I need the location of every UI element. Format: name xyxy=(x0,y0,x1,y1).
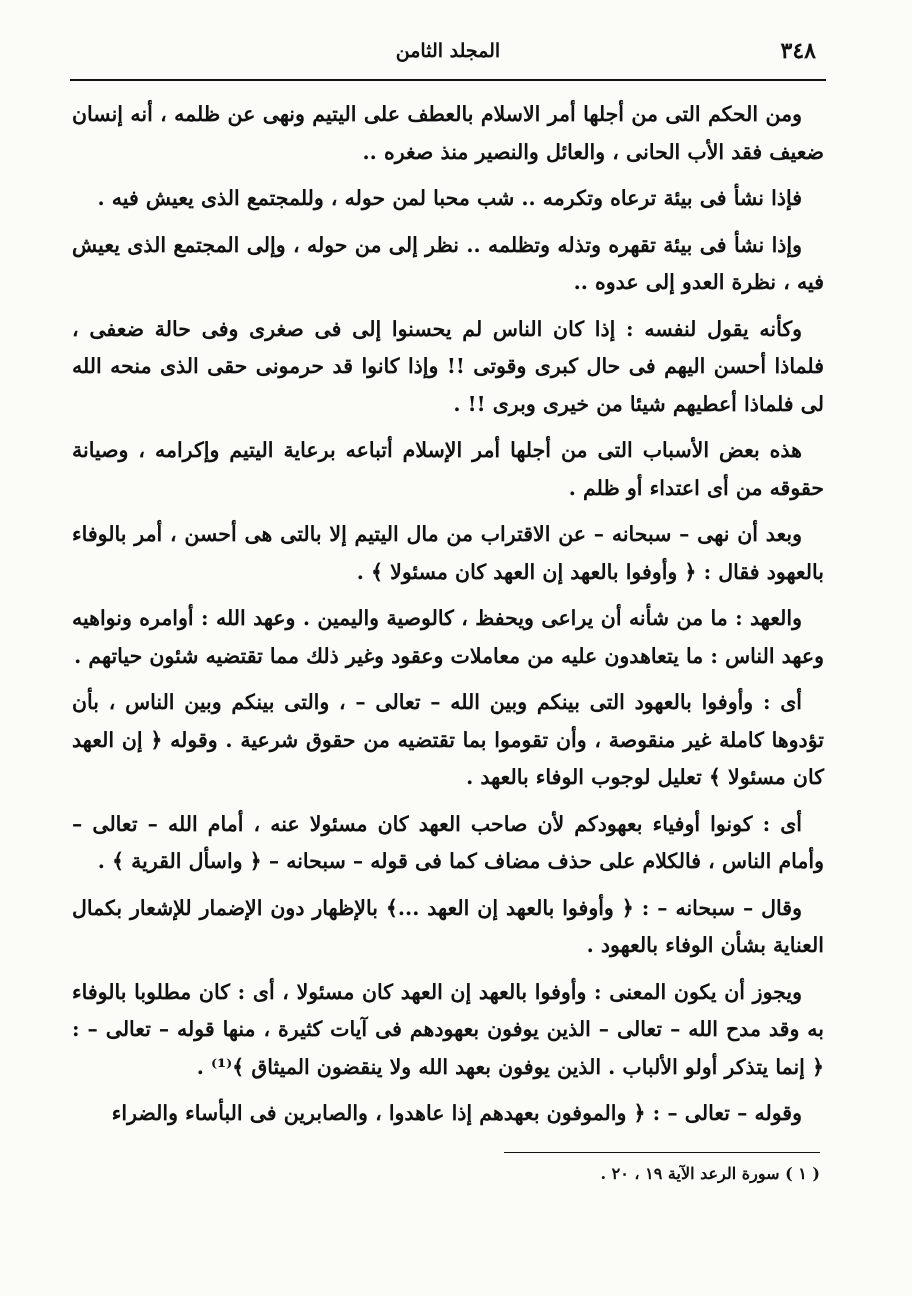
paragraph: أى : كونوا أوفياء بعهودكم لأن صاحب العهد كان مسئولا عنه ، أمام الله – تعالى – وأمام الناس ، فالكلام على حذف مضاف كما فى قوله – سبحانه – ﴿ واسأل القرية ﴾ . xyxy=(72,811,824,873)
footnote-rule xyxy=(504,1152,820,1153)
paragraph: ومن الحكم التى من أجلها أمر الاسلام بالعطف على اليتيم ونهى عن ظلمه ، أنه إنسان ضعيف فقد الأب الحانى ، والعائل والنصير منذ صغره .. xyxy=(72,102,824,164)
paragraph: ويجوز أن يكون المعنى : وأوفوا بالعهد إن العهد كان مسئولا ، أى : كان مطلوبا بالوفاء به وقد مدح الله – تعالى – الذين يوفون بعهودهم فى آيات كثيرة ، منها قوله – تعالى – : ﴿ إنما يتذكر أولو الألباب . الذين يوفون بعهد الله ولا ينقضون الميثاق ﴾⁽¹⁾ . xyxy=(72,979,824,1079)
paragraph: وبعد أن نهى – سبحانه – عن الاقتراب من مال اليتيم إلا بالتى هى أحسن ، أمر بالوفاء بالعهود فقال : ﴿ وأوفوا بالعهد إن العهد كان مسئولا ﴾ . xyxy=(72,522,824,584)
paragraph: وإذا نشأ فى بيئة تقهره وتذله وتظلمه .. نظر إلى من حوله ، وإلى المجتمع الذى يعيش فيه ، نظرة العدو إلى عدوه .. xyxy=(72,232,824,294)
paragraph: وكأنه يقول لنفسه : إذا كان الناس لم يحسنوا إلى فى صغرى وفى حالة ضعفى ، فلماذا أحسن اليهم فى حال كبرى وقوتى !! وإذا كانوا قد حرمونى حقى الذى منحه الله لى فلماذا أعطيهم شيئا من خيرى وبرى !! . xyxy=(72,316,824,416)
header-rule xyxy=(70,79,826,81)
running-head: المجلد الثامن xyxy=(395,40,501,62)
paragraph: هذه بعض الأسباب التى من أجلها أمر الإسلام أتباعه برعاية اليتيم وإكرامه ، وصيانة حقوقه من أى اعتداء أو ظلم . xyxy=(72,438,824,500)
footnote: ( ١ ) سورة الرعد الآية ١٩ ، ٢٠ . xyxy=(600,1164,820,1183)
paragraph: فإذا نشأ فى بيئة ترعاه وتكرمه .. شب محبا لمن حوله ، وللمجتمع الذى يعيش فيه . xyxy=(97,186,802,210)
body-text xyxy=(72,96,824,1142)
paragraph: وقال – سبحانه – : ﴿ وأوفوا بالعهد إن العهد ...﴾ بالإظهار دون الإضمار للإشعار بكمال العناية بشأن الوفاء بالعهود . xyxy=(72,895,824,957)
paragraph: والعهد : ما من شأنه أن يراعى ويحفظ ، كالوصية واليمين . وعهد الله : أوامره ونواهيه وعهد الناس : ما يتعاهدون عليه من معاملات وعقود وغير ذلك مما تقتضيه شئون حياتهم . xyxy=(72,606,824,668)
page-header xyxy=(72,38,824,78)
paragraph: وقوله – تعالى – : ﴿ والموفون بعهدهم إذا عاهدوا ، والصابرين فى البأساء والضراء xyxy=(111,1101,802,1125)
page-number: ٣٤٨ xyxy=(780,38,816,64)
paragraph: أى : وأوفوا بالعهود التى بينكم وبين الله – تعالى – ، والتى بينكم وبين الناس ، بأن تؤدوها كاملة غير منقوصة ، وأن تقوموا بما تقتضيه من حقوق شرعية . وقوله ﴿ إن العهد كان مسئولا ﴾ تعليل لوجوب الوفاء بالعهد . xyxy=(72,690,824,789)
